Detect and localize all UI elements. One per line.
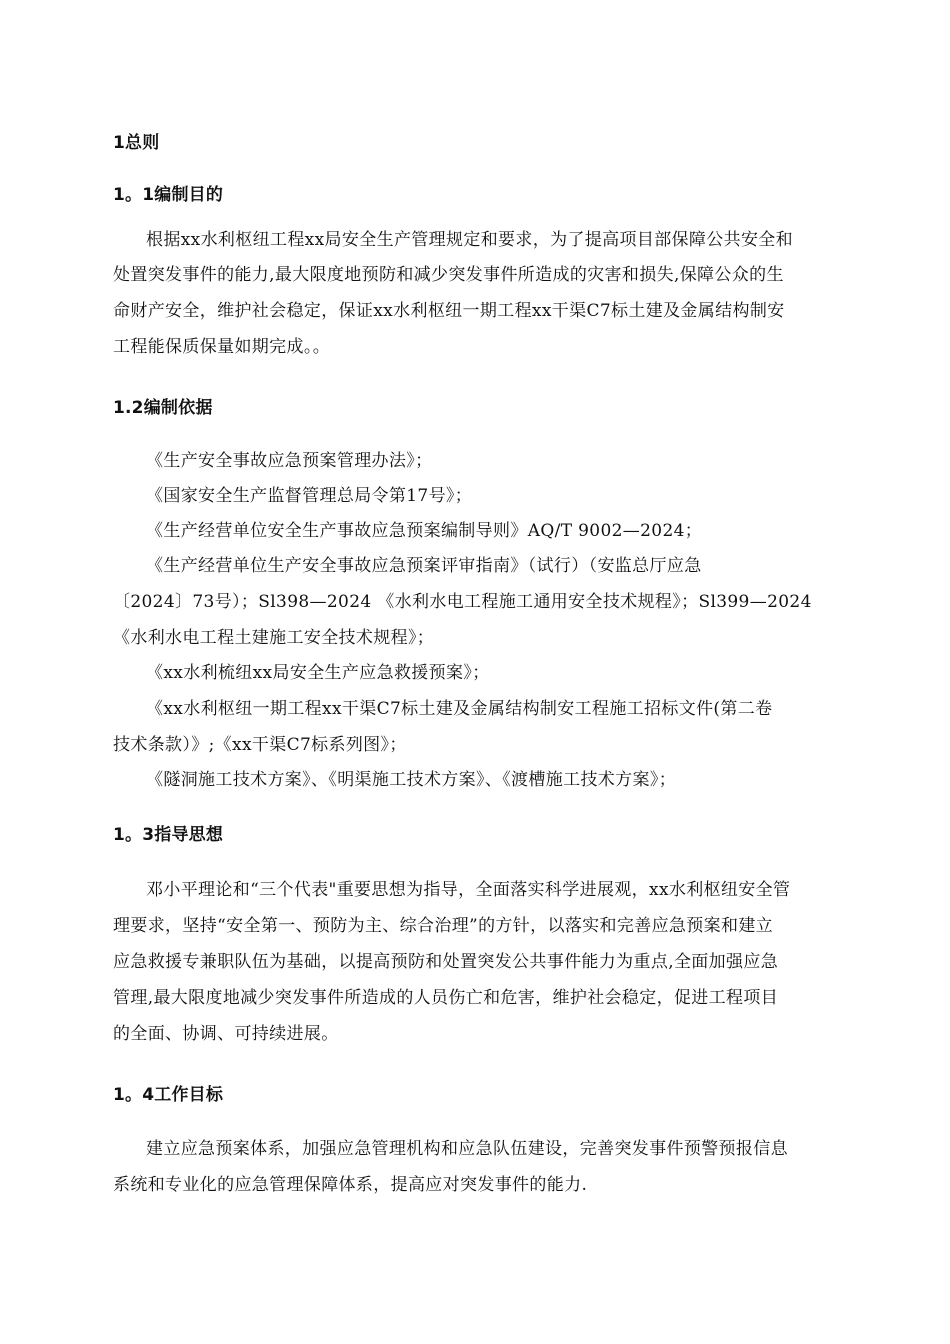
basis-line: 《国家安全生产监督管理总局令第17号》； [146,486,473,506]
heading-general: 1总则 [113,133,160,153]
basis-line: 《生产经营单位生产安全事故应急预案评审指南》（试行）（安监总厅应急 [146,556,702,576]
basis-line: 《隧洞施工技术方案》、《明渠施工技术方案》、《渡槽施工技术方案》； [146,770,677,790]
basis-line: 技术条款）》;《xx干渠C7标系列图》； [113,735,407,755]
basis-line: 《生产安全事故应急预案管理办法》； [146,451,433,471]
paragraph-line: 命财产安全，维护社会稳定，保证xx水利枢纽一期工程xx干渠C7标土建及金属结构制安 [113,301,785,321]
basis-line: 《生产经营单位安全生产事故应急预案编制导则》AQ/T 9002—2024； [146,521,703,541]
paragraph-line: 的全面、协调、可持续进展。 [113,1024,339,1044]
paragraph-line: 应急救援专兼职队伍为基础，以提高预防和处置突发公共事件能力为重点,全面加强应急 [113,952,779,972]
heading-purpose: 1。1编制目的 [113,185,224,205]
basis-line: 《水利水电工程土建施工安全技术规程》； [113,628,435,648]
basis-line: 《xx水利枢纽一期工程xx干渠C7标土建及金属结构制安工程施工招标文件(第二卷 [146,699,773,719]
paragraph-line: 系统和专业化的应急管理保障体系，提高应对突发事件的能力. [113,1175,588,1195]
paragraph-line: 理要求，坚持“安全第一、预防为主、综合治理”的方针，以落实和完善应急预案和建立 [113,916,774,936]
paragraph-line: 建立应急预案体系，加强应急管理机构和应急队伍建设，完善突发事件预警预报信息 [146,1139,788,1159]
paragraph-line: 处置突发事件的能力,最大限度地预防和减少突发事件所造成的灾害和损失,保障公众的生 [113,265,784,285]
heading-basis: 1.2编制依据 [113,398,213,418]
paragraph-line: 工程能保质保量如期完成。。 [113,337,331,357]
basis-line: 〔2024〕73号）；Sl398—2024 《水利水电工程施工通用安全技术规程》；Sl399—2024 [113,592,812,612]
paragraph-line: 邓小平理论和“三个代表"重要思想为指导，全面落实科学进展观，xx水利枢纽安全管 [146,880,791,900]
paragraph-line: 管理,最大限度地减少突发事件所造成的人员伤亡和危害，维护社会稳定，促进工程项目 [113,988,779,1008]
paragraph-line: 根据xx水利枢纽工程xx局安全生产管理规定和要求，为了提高项目部保障公共安全和 [146,230,793,250]
basis-line: 《xx水利梳纽xx局安全生产应急救援预案》； [146,663,490,683]
heading-guiding-thought: 1。3指导思想 [113,825,224,845]
heading-work-goal: 1。4工作目标 [113,1085,224,1105]
